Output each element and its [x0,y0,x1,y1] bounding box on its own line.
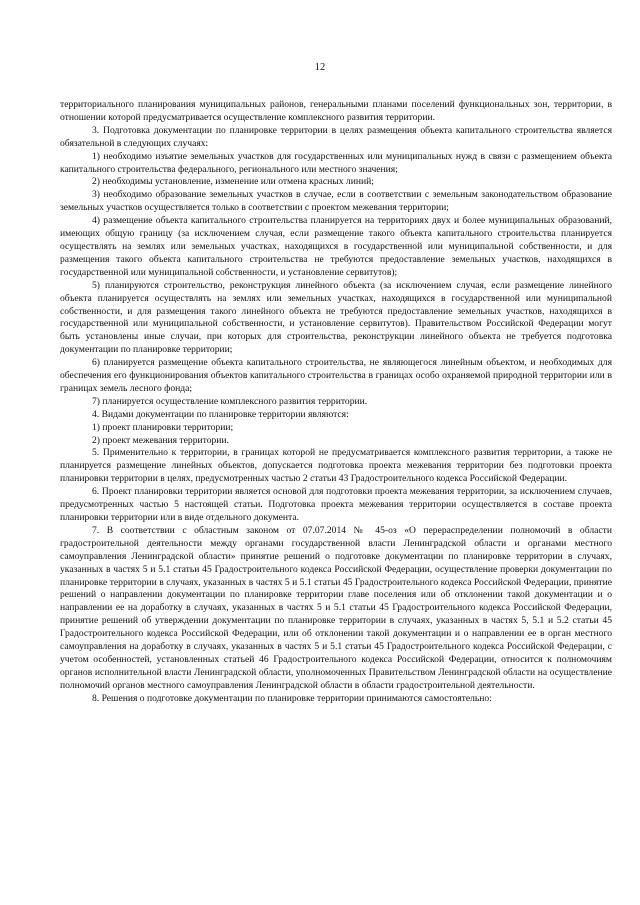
paragraph-item-6: 6. Проект планировки территории является основой для подготовки проекта межевания территории, за исключением случаев, предусмотренных частью 5 настоящей статьи. Подготовка проекта межевания территории осуществляется в составе проекта планировки территории или в виде отдельного документа. [60,486,612,523]
page-number: 12 [314,62,326,73]
list-item-3-1: 1) необходимо изъятие земельных участков для государственных или муниципальных нужд в связи с размещением объекта капитального строительства федерального, регионального или местного значения; [60,150,612,175]
list-item-3-6: 6) планируется размещение объекта капитального строительства, не являющегося линейным объектом, и необходимых для обеспечения его функционирования объектов капитального строительства в границах особо охраняемой природной территории или в границах земель лесного фонда; [60,357,612,394]
document-body [60,99,612,706]
paragraph-item-4: 4. Видами документации по планировке территории являются: [92,408,349,420]
list-item-3-3: 3) необходимо образование земельных участков в случае, если в соответствии с земельным законодательством образование земельных участков осуществляется только в соответствии с проектом межевания территории; [60,189,612,214]
paragraph-item-7: 7. В соответствии с областным законом от 07.07.2014 № 45-оз «О перераспределении полномочий в области градостроительной деятельности между органами государственной власти Ленинградской области и органами местного самоуправления Ленинградской области» принятие решений о подготовке документации по планировке территории в случаях, указанных в частях 5 и 5.1 статьи 45 Градостроительного кодекса Российской Федерации, осуществление проверки документации по планировке территории в случаях, указанных в частях 5 и 5.1 статьи 45 Градостроительного кодекса Российской Федерации, принятие решений о направлении документации по планировке территории главе поселения или об отклонении такой документации и о направлении ее на доработку в случаях, указанных в частях 5 и 5.1 статьи 45 Градостроительного кодекса Российской Федерации, принятие решений об утверждении документации по планировке территории в случаях, указанных в частях 5, 5.1 и 5.2 статьи 45 Градостроительного кодекса Российской Федерации, или об отклонении такой документации и о направлении ее в орган местного самоуправления на доработку в случаях, указанных в частях 5 и 5.1 статьи 45 Градостроительного кодекса Российской Федерации, с учетом особенностей, установленных статьей 46 Градостроительного кодекса Российской Федерации, относится к полномочиям органов исполнительной власти Ленинградской области, уполномоченных Правительством Ленинградской области на осуществление полномочий органов местного самоуправления Ленинградской области в области градостроительной деятельности. [60,524,612,691]
paragraph-item-8: 8. Решения о подготовке документации по планировке территории принимаются самостоятельно: [92,692,492,704]
list-item-4-2: 2) проект межевания территории. [92,434,229,446]
list-item-3-4: 4) размещение объекта капитального строительства планируется на территориях двух и более муниципальных образований, имеющих общую границу (за исключением случая, если размещение такого объекта капитального строительства планируется осуществлять на землях или земельных участках, находящихся в государственной или муниципальной собственности, и для размещения такого объекта капитального строительства не требуются предоставление земельных участков, находящихся в государственной или муниципальной собственности, и установление сервитутов); [60,215,612,278]
paragraph-continuation: территориального планирования муниципальных районов, генеральными планами поселений функциональных зон, территории, в отношении которой предусматривается осуществление комплексного развития территории. [60,99,612,123]
paragraph-item-3: 3. Подготовка документации по планировке территории в целях размещения объекта капитального строительства является обязательной в следующих случаях: [60,124,612,149]
paragraph-item-5: 5. Применительно к территории, в границах которой не предусматривается комплексного развития территории, а также не планируется размещение линейных объектов, допускается подготовка проекта межевания территории без подготовки проекта планировки территории в целях, предусмотренных частью 2 статьи 43 Градостроительного кодекса Российской Федерации. [60,447,612,485]
list-item-4-1: 1) проект планировки территории; [92,421,234,433]
list-item-3-5: 5) планируются строительство, реконструкция линейного объекта (за исключением случая, если размещение линейного объекта планируется осуществлять на землях или земельных участках, находящихся в государственной или муниципальной собственности, и для размещения такого линейного объекта не требуются предоставление земельных участков, находящихся в государственной или муниципальной собственности, и установление сервитутов). Правительством Российской Федерации могут быть установлены иные случаи, при которых для строительства, реконструкции линейного объекта не требуется подготовка документации по планировке территории; [60,279,612,356]
list-item-3-7: 7) планируется осуществление комплексного развития территории. [92,395,368,407]
list-item-3-2: 2) необходимы установление, изменение или отмена красных линий; [92,176,374,188]
